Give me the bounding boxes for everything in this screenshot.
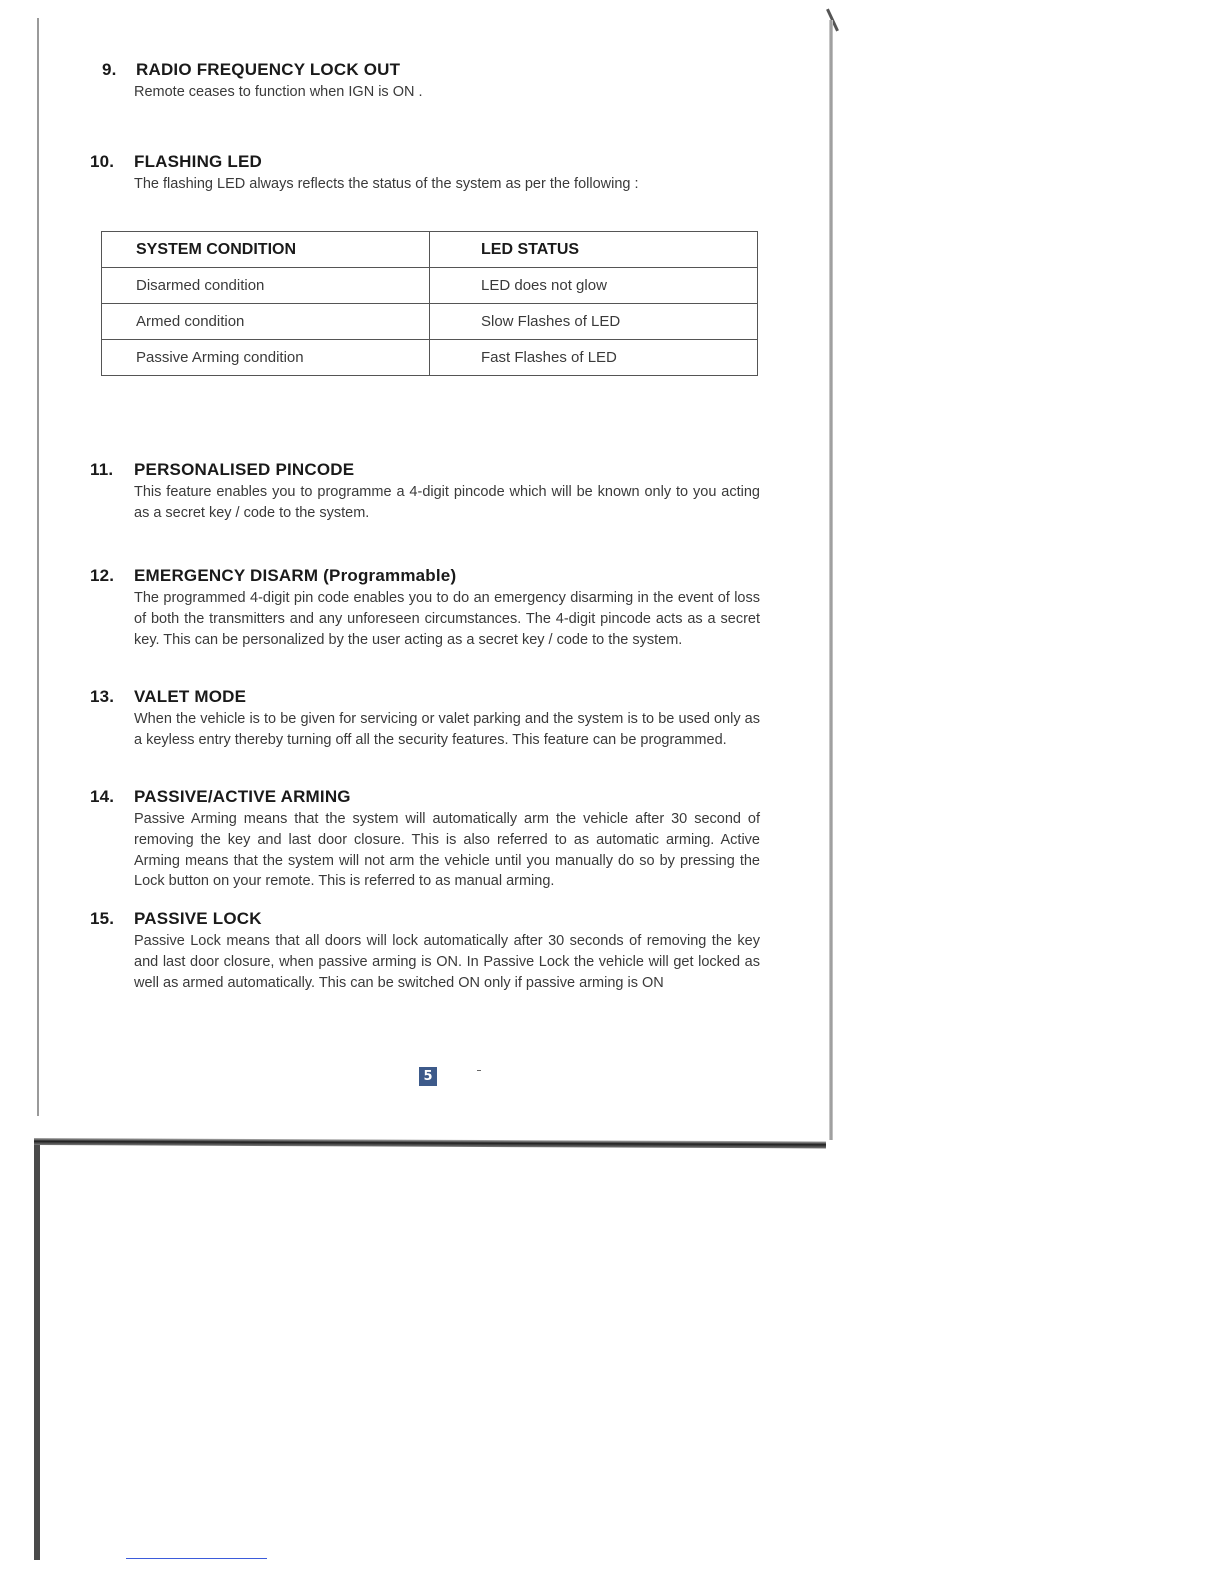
table-header-row bbox=[102, 232, 758, 268]
page-left-edge-shadow bbox=[34, 1140, 40, 1560]
section-body: This feature enables you to programme a 4-digit pincode which will be known only to you acting as a secret key / code to the system. bbox=[134, 484, 760, 521]
table-row bbox=[102, 268, 758, 304]
table-row bbox=[102, 340, 758, 376]
page-left-edge bbox=[37, 18, 39, 1116]
section-flashing-led bbox=[90, 152, 760, 195]
section-emergency-disarm bbox=[90, 566, 760, 650]
system-condition-cell: Passive Arming condition bbox=[102, 340, 430, 376]
section-heading bbox=[90, 152, 760, 172]
section-number: 15. bbox=[90, 909, 115, 928]
section-title: PASSIVE/ACTIVE ARMING bbox=[134, 787, 351, 806]
section-title: RADIO FREQUENCY LOCK OUT bbox=[136, 60, 401, 79]
section-passive-lock bbox=[90, 909, 760, 993]
section-body: The flashing LED always reflects the status of the system as per the following : bbox=[134, 176, 639, 192]
section-heading bbox=[90, 566, 760, 586]
header-led-status: LED STATUS bbox=[430, 232, 758, 268]
section-heading bbox=[90, 460, 760, 480]
page-bottom-edge bbox=[34, 1138, 826, 1148]
section-heading bbox=[90, 787, 760, 807]
table-row bbox=[102, 304, 758, 340]
system-condition-cell: Disarmed condition bbox=[102, 268, 430, 304]
section-radio-frequency-lock-out bbox=[90, 60, 760, 103]
section-heading bbox=[90, 60, 760, 80]
section-body: The programmed 4-digit pin code enables you to do an emergency disarming in the event of loss of both the transmitters and any unforeseen circumstances. The 4-digit pincode acts as a secret key. This can be personalized by the user acting as a secret key / code to the system. bbox=[134, 590, 760, 648]
section-body: Passive Lock means that all doors will lock automatically after 30 seconds of removing the key and last door closure, when passive arming is ON. In Passive Lock the vehicle will get locked as well as armed automatically. This can be switched ON only if passive arming is ON bbox=[134, 933, 760, 991]
section-number: 11. bbox=[90, 460, 114, 479]
section-body: When the vehicle is to be given for servicing or valet parking and the system is to be used only as a keyless entry thereby turning off all the security features. This feature can be programmed. bbox=[134, 711, 760, 748]
section-number: 13. bbox=[90, 687, 115, 706]
led-status-table bbox=[101, 231, 758, 376]
section-number: 10. bbox=[90, 152, 115, 171]
led-status-cell: Fast Flashes of LED bbox=[430, 340, 758, 376]
system-condition-cell: Armed condition bbox=[102, 304, 430, 340]
section-heading bbox=[90, 687, 760, 707]
section-number: 14. bbox=[90, 787, 115, 806]
led-status-cell: LED does not glow bbox=[430, 268, 758, 304]
section-number: 9. bbox=[102, 60, 117, 79]
page-number: 5 bbox=[419, 1067, 437, 1086]
section-body: Remote ceases to function when IGN is ON . bbox=[134, 84, 423, 100]
page-right-edge bbox=[829, 20, 833, 1140]
section-title: FLASHING LED bbox=[134, 152, 263, 171]
section-title: PERSONALISED PINCODE bbox=[134, 460, 355, 479]
bottom-rule bbox=[126, 1558, 267, 1559]
section-title: VALET MODE bbox=[134, 687, 247, 706]
section-body: Passive Arming means that the system will automatically arm the vehicle after 30 second of removing the key and last door closure. This is also referred to as automatic arming. Active Arming means that the system will not arm the vehicle until you manually do so by pressing the Lock button on your remote. This is referred to as manual arming. bbox=[134, 811, 760, 890]
led-status-cell: Slow Flashes of LED bbox=[430, 304, 758, 340]
section-valet-mode bbox=[90, 687, 760, 751]
section-number: 12. bbox=[90, 566, 115, 585]
section-title: PASSIVE LOCK bbox=[134, 909, 262, 928]
section-personalised-pincode bbox=[90, 460, 760, 524]
section-passive-active-arming bbox=[90, 787, 760, 892]
header-system-condition: SYSTEM CONDITION bbox=[102, 232, 430, 268]
section-heading bbox=[90, 909, 760, 929]
section-title: EMERGENCY DISARM (Programmable) bbox=[134, 566, 457, 585]
stray-mark bbox=[477, 1070, 481, 1071]
